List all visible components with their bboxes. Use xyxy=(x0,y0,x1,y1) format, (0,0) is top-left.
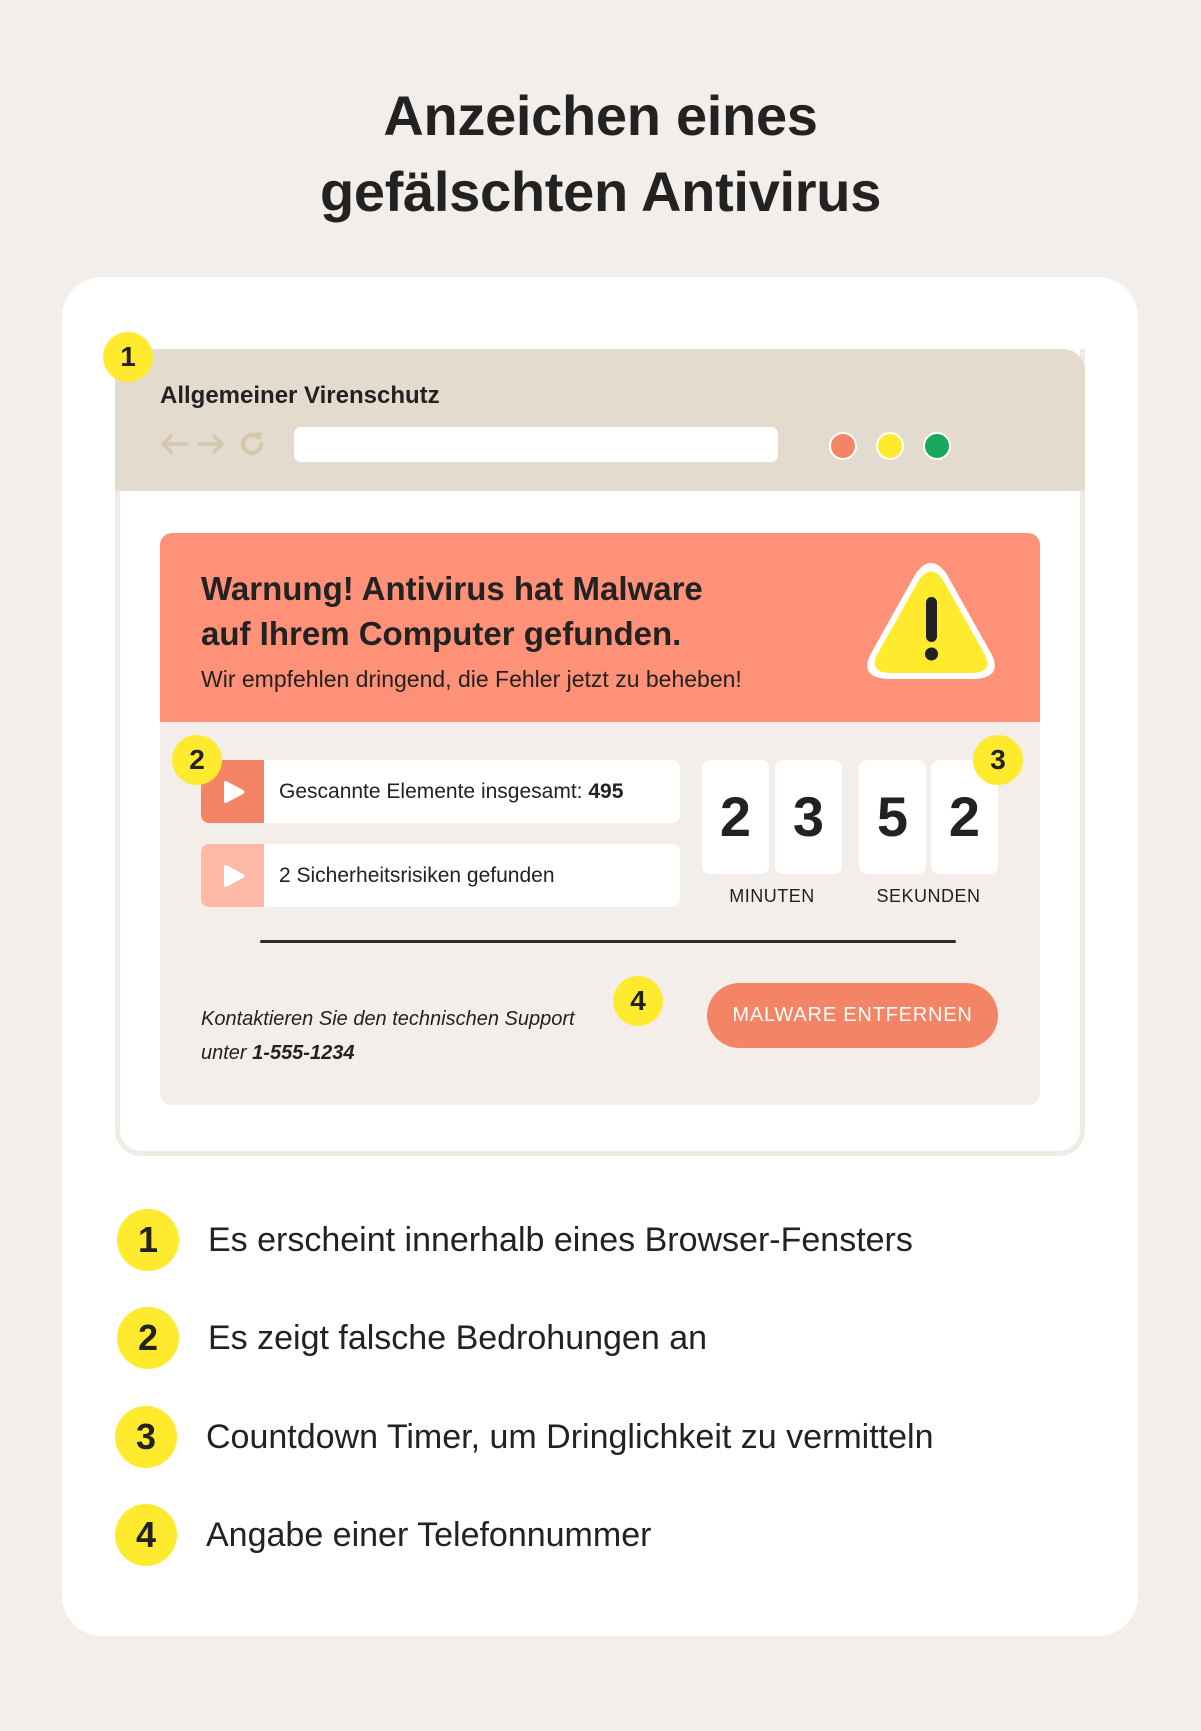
support-phone-number: 1-555-1234 xyxy=(252,1042,355,1064)
page-title-line-1: Anzeichen eines xyxy=(383,84,818,147)
warning-triangle-icon xyxy=(864,561,998,683)
timer-minutes-label: MINUTEN xyxy=(729,886,815,906)
timer-minutes-tens: 2 xyxy=(702,760,769,874)
scan-row-total xyxy=(201,760,680,823)
warning-subtext: Wir empfehlen dringend, die Fehler jetzt zu beheben! xyxy=(201,666,742,692)
support-text-line-2: unter 1-555-1234 xyxy=(201,1042,355,1064)
reload-icon[interactable] xyxy=(237,429,267,459)
timer-seconds-tens: 5 xyxy=(859,760,926,874)
legend-text-1: Es erscheint innerhalb eines Browser-Fensters xyxy=(208,1221,913,1259)
scan-row-risks-label: 2 Sicherheitsrisiken gefunden xyxy=(279,864,555,887)
timer-minutes-ones: 3 xyxy=(775,760,842,874)
browser-titlebar xyxy=(115,349,1085,491)
warning-heading-line-2: auf Ihrem Computer gefunden. xyxy=(201,615,682,652)
browser-title: Allgemeiner Virenschutz xyxy=(160,382,440,409)
warning-heading-line-1: Warnung! Antivirus hat Malware xyxy=(201,570,703,607)
legend-badge-3: 3 xyxy=(115,1406,177,1468)
timer-seconds-ones: 2 xyxy=(931,760,998,874)
scan-row-total-label: Gescannte Elemente insgesamt: 495 xyxy=(279,780,624,803)
remove-malware-button[interactable]: MALWARE ENTFERNEN xyxy=(707,983,998,1048)
scanned-count: 495 xyxy=(588,780,624,803)
legend-badge-4: 4 xyxy=(115,1504,177,1566)
timer-seconds-label: SEKUNDEN xyxy=(876,886,981,906)
url-bar[interactable] xyxy=(294,427,778,462)
callout-badge-1: 1 xyxy=(103,332,153,382)
callout-badge-3: 3 xyxy=(973,735,1023,785)
callout-badge-4: 4 xyxy=(613,976,663,1026)
legend-badge-1: 1 xyxy=(117,1209,179,1271)
fake-antivirus-popup xyxy=(160,533,1040,1105)
callout-badge-2: 2 xyxy=(172,735,222,785)
window-minimize-button[interactable] xyxy=(876,432,904,460)
page-title-line-2: gefälschten Antivirus xyxy=(319,160,882,223)
arrow-right-icon[interactable] xyxy=(196,429,226,459)
scan-row-risks xyxy=(201,844,680,907)
window-maximize-button[interactable] xyxy=(923,432,951,460)
play-icon xyxy=(201,844,264,907)
divider xyxy=(260,940,956,943)
legend-text-3: Countdown Timer, um Dringlichkeit zu vermitteln xyxy=(206,1418,934,1456)
warning-heading xyxy=(201,566,703,656)
arrow-left-icon[interactable] xyxy=(159,429,189,459)
warning-banner xyxy=(160,533,1040,722)
window-close-button[interactable] xyxy=(829,432,857,460)
support-text-line-1: Kontaktieren Sie den technischen Support xyxy=(201,1008,575,1030)
legend-text-4: Angabe einer Telefonnummer xyxy=(206,1516,652,1554)
legend-badge-2: 2 xyxy=(117,1307,179,1369)
legend-text-2: Es zeigt falsche Bedrohungen an xyxy=(208,1319,708,1357)
page-title xyxy=(0,78,1201,230)
support-text xyxy=(201,1002,575,1070)
